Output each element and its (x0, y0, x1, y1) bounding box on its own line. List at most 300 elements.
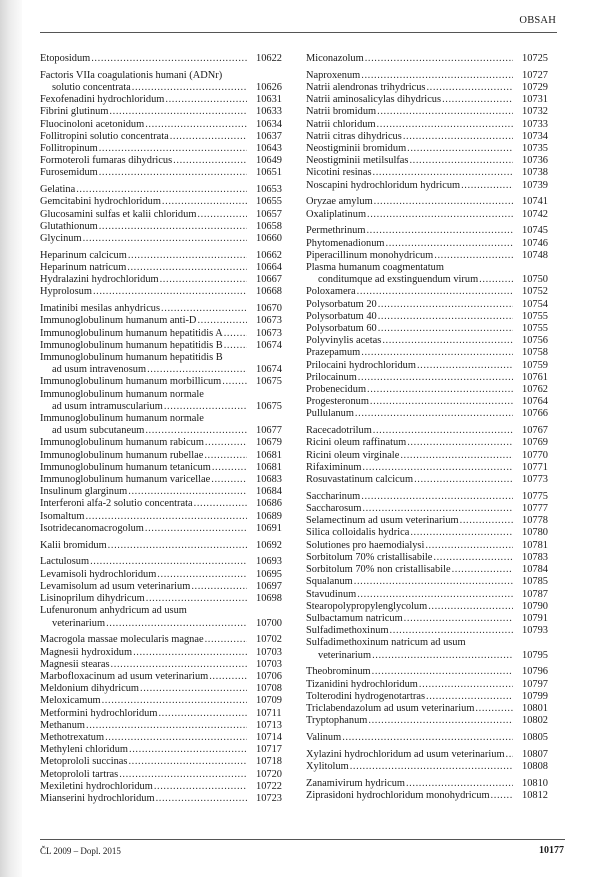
toc-entry[interactable] (40, 425, 286, 437)
toc-entry[interactable] (306, 299, 552, 311)
toc-entry[interactable] (40, 474, 286, 486)
dot-leader (479, 274, 513, 286)
toc-entry-title: Hydralazini hydrochloridum (40, 274, 159, 286)
toc-entry[interactable] (306, 323, 552, 335)
toc-entry-title: Magnesii hydroxidum (40, 646, 133, 658)
toc-entry[interactable] (306, 335, 552, 347)
toc-letter-group (40, 250, 286, 299)
toc-entry[interactable] (306, 238, 552, 250)
dot-leader (76, 184, 247, 196)
toc-entry-page: 10770 (522, 449, 548, 461)
toc-entry[interactable] (306, 589, 552, 601)
toc-entry[interactable] (40, 119, 286, 131)
toc-entry-multiline[interactable] (306, 637, 552, 661)
toc-entry[interactable] (40, 744, 286, 756)
toc-entry-page: 10686 (256, 498, 282, 510)
toc-entry-title: Interferoni alfa-2 solutio concentrata (40, 498, 193, 510)
toc-entry-page: 10664 (256, 262, 282, 274)
dot-leader (452, 564, 513, 576)
toc-entry-page: 10631 (256, 94, 282, 106)
toc-entry[interactable] (306, 749, 552, 761)
toc-entry[interactable] (306, 209, 552, 221)
toc-entry[interactable] (40, 250, 286, 262)
toc-entry[interactable] (40, 328, 286, 340)
toc-entry[interactable] (306, 666, 552, 678)
toc-entry-title: Furosemidum (40, 167, 98, 179)
toc-entry[interactable] (40, 756, 286, 768)
toc-entry-page: 10808 (522, 760, 548, 772)
dot-leader (382, 335, 513, 347)
toc-letter-group (40, 70, 286, 180)
dot-leader (407, 143, 513, 155)
toc-entry[interactable] (306, 540, 552, 552)
toc-entry-page: 10703 (256, 646, 282, 658)
toc-entry[interactable] (40, 262, 286, 274)
toc-entry-page: 10703 (256, 658, 282, 670)
toc-entry[interactable] (306, 576, 552, 588)
toc-entry-page: 10714 (256, 731, 282, 743)
toc-entry-title: ad usum intravenosum (52, 364, 147, 376)
dot-leader (362, 462, 513, 474)
toc-entry-title: Glycinum (40, 233, 82, 245)
toc-entry-page: 10771 (522, 461, 548, 473)
toc-entry-title: Zanamivirum hydricum (306, 777, 405, 789)
toc-entry-page: 10754 (522, 298, 548, 310)
toc-entry-page: 10807 (522, 748, 548, 760)
toc-entry-page: 10766 (522, 408, 548, 420)
toc-entry-title: veterinarium (52, 617, 106, 629)
toc-entry-title: Squalanum (306, 576, 353, 588)
toc-entry-title: Methyleni chloridum (40, 744, 129, 756)
toc-entry-page: 10812 (522, 789, 548, 801)
toc-entry[interactable] (306, 450, 552, 462)
toc-entry[interactable] (40, 647, 286, 659)
toc-entry-page: 10725 (522, 53, 548, 64)
toc-entry[interactable] (40, 793, 286, 805)
toc-entry-page: 10717 (256, 744, 282, 756)
toc-entry-title: Oxaliplatinum (306, 208, 367, 220)
toc-entry-title: Polysorbatum 60 (306, 323, 377, 335)
toc-entry[interactable] (40, 671, 286, 683)
dot-leader (365, 53, 513, 65)
toc-entry-multiline[interactable] (40, 389, 286, 413)
toc-entry-page: 10723 (256, 792, 282, 804)
toc-entry-title: Levamisoli hydrochloridum (40, 568, 157, 580)
dot-leader (160, 274, 247, 286)
toc-entry[interactable] (306, 53, 552, 65)
toc-entry-page: 10790 (522, 600, 548, 612)
toc-entry-title: Macrogola massae molecularis magnae (40, 634, 204, 646)
toc-entry-title: Natrii bromidum (306, 106, 377, 118)
toc-entry[interactable] (306, 462, 552, 474)
dot-leader (127, 262, 247, 274)
dot-leader (428, 601, 513, 613)
toc-entry-page: 10796 (522, 666, 548, 678)
toc-entry-multiline[interactable] (40, 352, 286, 376)
toc-entry[interactable] (306, 119, 552, 131)
toc-entry-title: Progesteronum (306, 396, 369, 408)
dot-leader (128, 486, 247, 498)
dot-leader (86, 720, 247, 732)
toc-entry-title: Polysorbatum 40 (306, 310, 377, 322)
toc-entry[interactable] (40, 315, 286, 327)
footer-rule (40, 839, 565, 840)
toc-letter-group (40, 540, 286, 552)
toc-entry-page: 10777 (522, 503, 548, 515)
toc-entry-title: Natrii aminosalicylas dihydricus (306, 94, 442, 106)
toc-entry-multiline[interactable] (40, 70, 286, 94)
toc-entry-title: Isomaltum (40, 510, 85, 522)
dot-leader (475, 703, 513, 715)
toc-entry[interactable] (40, 221, 286, 233)
toc-entry-page: 10797 (522, 678, 548, 690)
toc-entry-page: 10675 (256, 376, 282, 388)
toc-entry-title: Stearopolypropylenglycolum (306, 600, 428, 612)
toc-entry-title: Immunoglobulinum humanum rubellae (40, 449, 204, 461)
dot-leader (373, 167, 513, 179)
dot-leader (132, 82, 247, 94)
dot-leader (366, 225, 513, 237)
toc-entry[interactable] (40, 364, 286, 376)
dot-leader (170, 131, 247, 143)
toc-entry[interactable] (306, 474, 552, 486)
toc-entry[interactable] (306, 396, 552, 408)
dot-leader (129, 744, 247, 756)
toc-entry-title: veterinarium (318, 649, 372, 661)
toc-entry[interactable] (40, 659, 286, 671)
toc-entry-page: 10778 (522, 515, 548, 527)
dot-leader (93, 286, 247, 298)
toc-entry[interactable] (40, 286, 286, 298)
toc-entry[interactable] (40, 781, 286, 793)
dot-leader (506, 749, 513, 761)
toc-entry[interactable] (40, 556, 286, 568)
toc-entry[interactable] (306, 601, 552, 613)
dot-leader (99, 221, 247, 233)
toc-entry[interactable] (306, 503, 552, 515)
toc-entry-page: 10626 (256, 82, 282, 93)
toc-entry-title: Levamisolum ad usum veterinarium (40, 580, 191, 592)
toc-entry[interactable] (306, 143, 552, 155)
dot-leader (212, 462, 247, 474)
toc-entry[interactable] (40, 340, 286, 352)
toc-entry-multiline[interactable] (40, 413, 286, 437)
dot-leader (361, 347, 513, 359)
toc-entry-title: Gemcitabini hydrochloridum (40, 196, 161, 208)
toc-entry-page: 10673 (256, 315, 282, 327)
toc-entry[interactable] (306, 552, 552, 564)
toc-entry[interactable] (306, 180, 552, 192)
toc-entry-page: 10668 (256, 286, 282, 298)
toc-entry-title: Imatinibi mesilas anhydricus (40, 303, 161, 315)
toc-entry-page: 10667 (256, 274, 282, 286)
toc-entry-page: 10643 (256, 143, 282, 155)
toc-entry[interactable] (306, 347, 552, 359)
toc-entry-title: Phytomenadionum (306, 237, 385, 249)
toc-entry[interactable] (306, 425, 552, 437)
toc-entry-page: 10742 (522, 208, 548, 220)
toc-entry[interactable] (40, 143, 286, 155)
toc-entry[interactable] (40, 720, 286, 732)
toc-entry[interactable] (40, 683, 286, 695)
toc-entry-page: 10810 (522, 777, 548, 789)
toc-entry[interactable] (40, 106, 286, 118)
dot-leader (372, 666, 513, 678)
toc-entry-title: Solutiones pro haemodialysi (306, 539, 425, 551)
toc-entry-title: Isotridecanomacrogolum (40, 522, 144, 534)
toc-entry-title: Silica colloidalis hydrica (306, 527, 410, 539)
toc-entry[interactable] (306, 360, 552, 372)
toc-entry-title: Etoposidum (40, 53, 91, 64)
toc-entry[interactable] (40, 462, 286, 474)
toc-column-right (306, 53, 552, 807)
dot-leader (128, 756, 247, 768)
dot-leader (222, 376, 247, 388)
toc-entry-page: 10679 (256, 437, 282, 449)
toc-entry-page: 10713 (256, 719, 282, 731)
toc-entry-title: Immunoglobulinum humanum anti-D (40, 315, 197, 327)
toc-entry[interactable] (306, 250, 552, 262)
toc-entry-page: 10735 (522, 143, 548, 155)
toc-entry[interactable] (40, 131, 286, 143)
toc-entry[interactable] (40, 53, 286, 65)
toc-entry[interactable] (306, 311, 552, 323)
toc-entry-page: 10769 (522, 437, 548, 449)
dot-leader (145, 523, 247, 535)
toc-entry[interactable] (306, 527, 552, 539)
toc-entry-title: Metoprololi tartras (40, 768, 119, 780)
toc-entry[interactable] (306, 613, 552, 625)
dot-leader (83, 233, 247, 245)
toc-entry[interactable] (40, 732, 286, 744)
toc-entry-page: 10746 (522, 237, 548, 249)
toc-entry[interactable] (306, 703, 552, 715)
toc-entry[interactable] (306, 274, 552, 286)
toc-entry-title: Kalii bromidum (40, 539, 107, 551)
toc-entry[interactable] (40, 167, 286, 179)
toc-entry[interactable] (40, 376, 286, 388)
toc-entry[interactable] (306, 564, 552, 576)
dot-leader (417, 360, 513, 372)
toc-entry-title: Heparinum calcicum (40, 249, 127, 261)
toc-entry[interactable] (306, 196, 552, 208)
dot-leader (361, 70, 513, 82)
dot-leader (154, 781, 247, 793)
toc-entry-page: 10689 (256, 510, 282, 522)
toc-entry[interactable] (40, 437, 286, 449)
dot-leader (109, 106, 247, 118)
toc-entry[interactable] (40, 581, 286, 593)
running-header-title: OBSAH (519, 15, 556, 26)
toc-entry[interactable] (306, 384, 552, 396)
toc-entry[interactable] (40, 450, 286, 462)
dot-leader (370, 396, 513, 408)
toc-entry-title: Meldonium dihydricum (40, 683, 139, 695)
toc-entry[interactable] (306, 372, 552, 384)
toc-entry-title: Natrii alendronas trihydricus (306, 82, 426, 93)
toc-entry-page: 10658 (256, 220, 282, 232)
toc-entry[interactable] (306, 715, 552, 727)
toc-entry-title: Sulbactamum natricum (306, 612, 403, 624)
toc-entry[interactable] (306, 515, 552, 527)
dot-leader (108, 540, 247, 552)
toc-entry[interactable] (306, 225, 552, 237)
toc-entry-page: 10781 (522, 539, 548, 551)
dot-leader (390, 625, 513, 637)
toc-entry-page: 10736 (522, 155, 548, 167)
toc-entry[interactable] (40, 209, 286, 221)
toc-entry-title: Miconazolum (306, 53, 364, 64)
toc-entry-page: 10755 (522, 310, 548, 322)
toc-entry[interactable] (40, 593, 286, 605)
toc-letter-group (306, 666, 552, 727)
toc-letter-group (306, 778, 552, 802)
dot-leader (224, 328, 247, 340)
toc-entry-title: Pullulanum (306, 408, 354, 420)
toc-entry[interactable] (40, 94, 286, 106)
toc-entry-page: 10764 (522, 396, 548, 408)
toc-entry-multiline[interactable] (306, 262, 552, 286)
toc-entry[interactable] (306, 82, 552, 94)
dot-leader (425, 540, 513, 552)
toc-entry[interactable] (40, 695, 286, 707)
footer-page-number: 10177 (539, 845, 564, 856)
toc-entry-title: Naproxenum (306, 69, 361, 81)
toc-entry-title: Piperacillinum monohydricum (306, 249, 434, 261)
toc-entry-title: Prilocaini hydrochloridum (306, 359, 416, 371)
dot-leader (442, 94, 513, 106)
toc-entry[interactable] (306, 491, 552, 503)
dot-leader (145, 119, 247, 131)
dot-leader (164, 401, 247, 413)
toc-entry-title: solutio concentrata (52, 82, 131, 93)
toc-entry[interactable] (306, 761, 552, 773)
toc-entry[interactable] (40, 82, 286, 94)
toc-entry[interactable] (306, 691, 552, 703)
toc-entry[interactable] (306, 155, 552, 167)
dot-leader (367, 209, 513, 221)
toc-entry-page: 10662 (256, 249, 282, 261)
toc-entry-title: Probenecidum (306, 384, 367, 396)
toc-entry-page: 10655 (256, 196, 282, 208)
dot-leader (147, 364, 247, 376)
toc-entry[interactable] (306, 650, 552, 662)
toc-entry[interactable] (40, 618, 286, 630)
toc-entry[interactable] (306, 131, 552, 143)
toc-entry[interactable] (40, 303, 286, 315)
toc-entry[interactable] (40, 274, 286, 286)
toc-entry[interactable] (306, 679, 552, 691)
toc-letter-group (40, 303, 286, 535)
dot-leader (157, 569, 247, 581)
dot-leader (400, 450, 513, 462)
toc-entry-page: 10634 (256, 118, 282, 130)
toc-entry-title: Formoteroli fumaras dihydricus (40, 155, 173, 167)
toc-entry[interactable] (306, 437, 552, 449)
toc-entry-title: Factoris VIIa coagulationis humani (ADNr) (40, 69, 223, 81)
toc-entry-page: 10758 (522, 347, 548, 359)
toc-entry-page: 10793 (522, 625, 548, 637)
toc-entry-page: 10683 (256, 474, 282, 486)
toc-entry-title: Lactulosum (40, 556, 90, 568)
toc-entry-title: Fexofenadini hydrochloridum (40, 94, 165, 106)
toc-entry[interactable] (306, 732, 552, 744)
toc-entry-page: 10697 (256, 580, 282, 592)
toc-entry[interactable] (40, 523, 286, 535)
toc-entry[interactable] (306, 106, 552, 118)
toc-entry-title: Natrii chloridum (306, 118, 376, 130)
toc-entry-title: Tryptophanum (306, 715, 368, 727)
dot-leader (358, 372, 513, 384)
toc-entry[interactable] (40, 708, 286, 720)
toc-entry-page: 10748 (522, 249, 548, 261)
toc-entry[interactable] (306, 625, 552, 637)
toc-entry-title: Triclabendazolum ad usum veterinarium (306, 702, 475, 714)
toc-entry[interactable] (40, 540, 286, 552)
toc-entry-title: Sorbitolum 70% non cristallisabile (306, 564, 451, 576)
toc-entry[interactable] (40, 233, 286, 245)
toc-entry-page: 10750 (522, 274, 548, 286)
toc-entry-title: Selamectinum ad usum veterinarium (306, 515, 459, 527)
toc-entry[interactable] (40, 155, 286, 167)
toc-entry[interactable] (40, 401, 286, 413)
toc-entry-title: Hyprolosum (40, 286, 92, 298)
toc-entry-title: Mexiletini hydrochloridum (40, 780, 153, 792)
toc-entry-page: 10741 (522, 196, 548, 208)
toc-entry[interactable] (40, 511, 286, 523)
dot-leader (90, 556, 247, 568)
toc-entry-title: Theobrominum (306, 666, 371, 678)
toc-entry[interactable] (40, 184, 286, 196)
dot-leader (128, 250, 247, 262)
toc-entry-title: Heparinum natricum (40, 262, 127, 274)
toc-entry[interactable] (40, 196, 286, 208)
toc-entry-title: Permethrinum (306, 225, 366, 237)
toc-entry-page: 10649 (256, 155, 282, 167)
dot-leader (342, 732, 513, 744)
toc-entry[interactable] (40, 486, 286, 498)
dot-leader (434, 250, 513, 262)
toc-entry[interactable] (306, 70, 552, 82)
toc-entry[interactable] (40, 498, 286, 510)
dot-leader (205, 437, 247, 449)
toc-entry-page: 10787 (522, 588, 548, 600)
toc-entry-page: 10698 (256, 593, 282, 605)
toc-entry-title: Mianserini hydrochloridum (40, 792, 155, 804)
toc-entry[interactable] (40, 634, 286, 646)
toc-entry[interactable] (306, 286, 552, 298)
toc-entry[interactable] (306, 94, 552, 106)
dot-leader (106, 618, 247, 630)
toc-entry[interactable] (306, 778, 552, 790)
toc-entry-page: 10674 (256, 339, 282, 351)
toc-entry-page: 10709 (256, 695, 282, 707)
toc-entry[interactable] (306, 790, 552, 802)
dot-leader (407, 437, 513, 449)
toc-entry[interactable] (40, 569, 286, 581)
dot-leader (361, 491, 513, 503)
toc-column-left (40, 53, 286, 810)
toc-entry[interactable] (40, 769, 286, 781)
toc-entry[interactable] (306, 408, 552, 420)
toc-entry-multiline[interactable] (40, 605, 286, 629)
toc-entry[interactable] (306, 167, 552, 179)
toc-entry-page: 10675 (256, 400, 282, 412)
toc-entry-page: 10727 (522, 69, 548, 81)
toc-entry-page: 10702 (256, 634, 282, 646)
dot-leader (491, 790, 513, 802)
dot-leader (85, 511, 247, 523)
